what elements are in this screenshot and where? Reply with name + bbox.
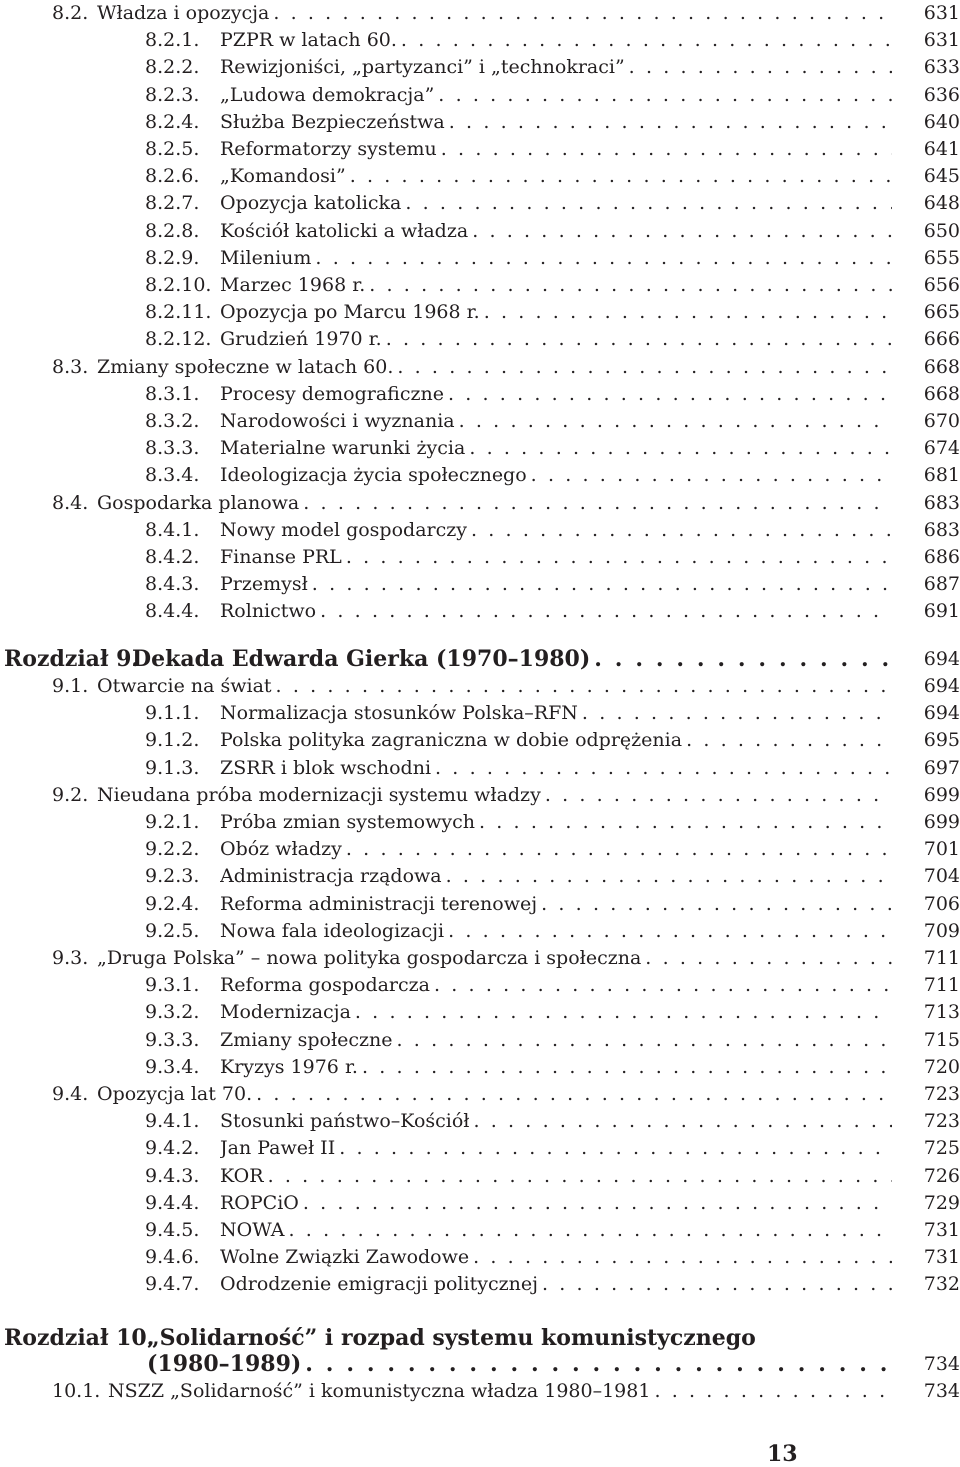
- toc-entry-page: 720: [923, 1056, 960, 1078]
- toc-entry-title: Zmiany społeczne w latach 60. . . .: [97, 354, 892, 381]
- toc-entry-page: 633: [923, 56, 960, 78]
- toc-entry-title: Reforma gospodarcza . . .: [220, 972, 892, 999]
- toc-entry-title: (1980–1989) . . .: [147, 1351, 892, 1378]
- toc-entry-title: Kościół katolicki a władza . . .: [220, 218, 892, 245]
- toc-entry: [0, 1190, 960, 1217]
- toc-entry-title: Służba Bezpieczeństwa . . .: [220, 109, 892, 136]
- toc-entry-number: 8.4.4.: [145, 600, 200, 622]
- toc-entry-page: 732: [923, 1273, 960, 1295]
- toc-entry-title: ZSRR i blok wschodni . . .: [220, 755, 892, 782]
- toc-entry: [0, 809, 960, 836]
- toc-entry-title: Polska polityka zagraniczna w dobie odprężenia . . .: [220, 727, 892, 754]
- toc-entry-title: Normalizacja stosunków Polska–RFN . . .: [220, 700, 892, 727]
- toc-entry-page: 731: [923, 1246, 960, 1268]
- toc-entry-page: 699: [923, 811, 960, 833]
- toc-entry-number: 8.4.1.: [145, 519, 200, 541]
- toc-entry: [0, 27, 960, 54]
- toc-entry: [0, 0, 960, 27]
- toc-entry-title: Opozycja po Marcu 1968 r. . . .: [220, 299, 892, 326]
- toc-entry: [0, 1027, 960, 1054]
- toc-entry-number: Rozdział 9.: [4, 646, 140, 672]
- toc-entry-number: 8.2.1.: [145, 29, 200, 51]
- toc-entry-title: „Ludowa demokracja” . . .: [220, 82, 892, 109]
- toc-entry-title: Rewizjoniści, „partyzanci” i „technokraci” . . .: [220, 54, 892, 81]
- toc-entry: [0, 490, 960, 517]
- toc-entry-title: Milenium . . .: [220, 245, 892, 272]
- toc-entry-title: Marzec 1968 r. . . .: [220, 272, 892, 299]
- toc-entry-page: 711: [923, 947, 960, 969]
- toc-entry-title: Próba zmian systemowych . . .: [220, 809, 892, 836]
- toc-entry: [0, 218, 960, 245]
- toc-entry-title: Przemysł . . .: [220, 571, 892, 598]
- toc-entry-page: 691: [923, 600, 960, 622]
- chapter-10-heading: [4, 1324, 756, 1352]
- toc-entry-title: „Druga Polska” – nowa polityka gospodarcza i społeczna . . .: [97, 945, 892, 972]
- toc-entry: [0, 245, 960, 272]
- toc-entry-page: 723: [923, 1083, 960, 1105]
- toc-entry: [0, 1135, 960, 1162]
- toc-entry: [0, 82, 960, 109]
- toc-entry-page: 655: [923, 247, 960, 269]
- toc-entry: [0, 571, 960, 598]
- toc-entry-title: Finanse PRL . . .: [220, 544, 892, 571]
- toc-entry: [0, 836, 960, 863]
- toc-entry-number: 9.3.1.: [145, 974, 200, 996]
- toc-entry: [0, 891, 960, 918]
- chapter-10-number: Rozdział 10.: [4, 1325, 155, 1351]
- toc-entry-title: Narodowości i wyznania . . .: [220, 408, 892, 435]
- toc-entry-number: 9.4.3.: [145, 1165, 200, 1187]
- toc-entry-page: 734: [923, 1380, 960, 1402]
- toc-entry-page: 694: [923, 702, 960, 724]
- toc-entry-number: 8.2.2.: [145, 56, 200, 78]
- toc-entry-title: Ideologizacja życia społecznego . . .: [220, 462, 892, 489]
- toc-entry-page: 665: [923, 301, 960, 323]
- toc-entry: [0, 863, 960, 890]
- toc-entry-title: Materialne warunki życia . . .: [220, 435, 892, 462]
- toc-entry-page: 711: [923, 974, 960, 996]
- toc-entry-page: 726: [923, 1165, 960, 1187]
- toc-entry-title: Odrodzenie emigracji politycznej . . .: [220, 1271, 892, 1298]
- page-number: 13: [767, 1441, 798, 1467]
- toc-entry-page: 694: [923, 675, 960, 697]
- toc-entry-number: 8.4.: [52, 492, 89, 514]
- toc-entry-page: 715: [923, 1029, 960, 1051]
- toc-entry-number: 9.1.: [52, 675, 89, 697]
- toc-entry-page: 648: [923, 192, 960, 214]
- toc-entry-page: 709: [923, 920, 960, 942]
- toc-entry: [0, 109, 960, 136]
- toc-entry: [0, 945, 960, 972]
- toc-entry-page: 631: [923, 2, 960, 24]
- toc-entry-page: 666: [923, 328, 960, 350]
- toc-entry-page: 631: [923, 29, 960, 51]
- toc-entry-number: 9.4.6.: [145, 1246, 200, 1268]
- toc-entry: [0, 54, 960, 81]
- toc-entry-number: 9.2.1.: [145, 811, 200, 833]
- toc-entry-title: Stosunki państwo–Kościół . . .: [220, 1108, 892, 1135]
- toc-entry-page: 704: [923, 865, 960, 887]
- toc-entry: [0, 326, 960, 353]
- toc-entry: [0, 755, 960, 782]
- toc-entry-number: 8.2.9.: [145, 247, 200, 269]
- toc-entry-number: 9.1.3.: [145, 757, 200, 779]
- toc-entry-title: Modernizacja . . .: [220, 999, 892, 1026]
- toc-entry: [0, 1081, 960, 1108]
- toc-entry-number: 8.2.: [52, 2, 89, 24]
- toc-entry-number: 8.2.5.: [145, 138, 200, 160]
- toc-entry-number: 9.3.3.: [145, 1029, 200, 1051]
- toc-entry-number: 8.3.3.: [145, 437, 200, 459]
- toc-entry-page: 670: [923, 410, 960, 432]
- toc-entry-title: KOR . . .: [220, 1163, 892, 1190]
- toc-entry-number: 8.3.: [52, 356, 89, 378]
- toc-entry-number: 9.4.4.: [145, 1192, 200, 1214]
- toc-entry-page: 656: [923, 274, 960, 296]
- toc-entry-title: Administracja rządowa . . .: [220, 863, 892, 890]
- toc-entry: [0, 918, 960, 945]
- toc-entry-title: Nieudana próba modernizacji systemu władzy . . .: [97, 782, 892, 809]
- toc-entry-title: Jan Paweł II . . .: [220, 1135, 892, 1162]
- toc-entry-number: 8.2.8.: [145, 220, 200, 242]
- toc-entry-page: 701: [923, 838, 960, 860]
- toc-entry-number: 9.2.2.: [145, 838, 200, 860]
- toc-entry: [0, 646, 960, 673]
- toc-entry-page: 725: [923, 1137, 960, 1159]
- toc-entry-title: ROPCiO . . .: [220, 1190, 892, 1217]
- toc-entry-title: NOWA . . .: [220, 1217, 892, 1244]
- toc-entry: [0, 272, 960, 299]
- toc-entry: [0, 299, 960, 326]
- toc-entry-page: 729: [923, 1192, 960, 1214]
- toc-entry: [0, 1108, 960, 1135]
- toc-entry-title: Otwarcie na świat . . .: [97, 673, 892, 700]
- toc-entry-page: 706: [923, 893, 960, 915]
- toc-entry-number: 8.2.3.: [145, 84, 200, 106]
- toc-entry-number: 9.2.: [52, 784, 89, 806]
- toc-entry-number: 8.4.3.: [145, 573, 200, 595]
- toc-entry-page: 636: [923, 84, 960, 106]
- toc-entry: [0, 673, 960, 700]
- toc-entry-number: 9.3.4.: [145, 1056, 200, 1078]
- toc-entry-title: Reforma administracji terenowej . . .: [220, 891, 892, 918]
- toc-entry: [0, 999, 960, 1026]
- toc-entry-title: Kryzys 1976 r. . . .: [220, 1054, 892, 1081]
- toc-entry-page: 723: [923, 1110, 960, 1132]
- toc-entry-number: 8.3.2.: [145, 410, 200, 432]
- toc-entry-number: 9.2.4.: [145, 893, 200, 915]
- toc-entry-title: Wolne Związki Zawodowe . . .: [220, 1244, 892, 1271]
- chapter-10-title: „Solidarność” i rozpad systemu komunistycznego: [147, 1325, 756, 1351]
- toc-entry-page: 699: [923, 784, 960, 806]
- toc-entry-number: 9.2.5.: [145, 920, 200, 942]
- toc-entry-title: Grudzień 1970 r. . . .: [220, 326, 892, 353]
- toc-entry-number: 8.2.10.: [145, 274, 212, 296]
- toc-entry: [0, 727, 960, 754]
- toc-entry-number: 9.3.: [52, 947, 89, 969]
- toc-entry-number: 8.3.4.: [145, 464, 200, 486]
- toc-entry-title: PZPR w latach 60. . . .: [220, 27, 892, 54]
- toc-entry-page: 668: [923, 383, 960, 405]
- toc-entry-title: Władza i opozycja . . .: [97, 0, 892, 27]
- toc-entry-number: 9.1.1.: [145, 702, 200, 724]
- toc-entry-page: 641: [923, 138, 960, 160]
- toc-entry-number: 9.4.: [52, 1083, 89, 1105]
- toc-entry-page: 686: [923, 546, 960, 568]
- toc-entry-title: Opozycja katolicka . . .: [220, 190, 892, 217]
- toc-entry-title: Nowa fala ideologizacji . . .: [220, 918, 892, 945]
- toc-entry: [0, 190, 960, 217]
- toc-entry: [0, 163, 960, 190]
- toc-entry-page: 645: [923, 165, 960, 187]
- toc-entry-page: 668: [923, 356, 960, 378]
- toc-entry-number: 9.4.2.: [145, 1137, 200, 1159]
- toc-entry: [0, 462, 960, 489]
- toc-entry-title: NSZZ „Solidarność” i komunistyczna władza 1980–1981 . . .: [108, 1378, 892, 1405]
- toc-entry: [0, 972, 960, 999]
- toc-entry-title: Obóz władzy . . .: [220, 836, 892, 863]
- toc-entry-number: 8.4.2.: [145, 546, 200, 568]
- toc-entry-number: 9.2.3.: [145, 865, 200, 887]
- toc-entry-number: 9.4.1.: [145, 1110, 200, 1132]
- toc-entry: [0, 1244, 960, 1271]
- toc-entry: [0, 1163, 960, 1190]
- toc-entry: [0, 136, 960, 163]
- toc-entry-number: 8.2.7.: [145, 192, 200, 214]
- toc-entry-number: 8.3.1.: [145, 383, 200, 405]
- toc-entry-number: 10.1.: [52, 1380, 101, 1402]
- toc-entry-number: 8.2.4.: [145, 111, 200, 133]
- toc-entry: [0, 598, 960, 625]
- toc-entry-page: 681: [923, 464, 960, 486]
- toc-entry-page: 731: [923, 1219, 960, 1241]
- toc-entry-title: Opozycja lat 70. . . .: [97, 1081, 892, 1108]
- toc-entry: [0, 1271, 960, 1298]
- toc-entry-page: 683: [923, 519, 960, 541]
- toc-entry-title: „Komandosi” . . .: [220, 163, 892, 190]
- toc-entry-page: 694: [923, 648, 960, 670]
- toc-entry-page: 687: [923, 573, 960, 595]
- toc-entry: [0, 782, 960, 809]
- toc-entry: [0, 354, 960, 381]
- toc-entry-number: 8.2.6.: [145, 165, 200, 187]
- toc-entry-number: 8.2.12.: [145, 328, 212, 350]
- toc-entry: [0, 517, 960, 544]
- toc-entry: [0, 1378, 960, 1405]
- toc-entry: [0, 700, 960, 727]
- toc-entry-title: Gospodarka planowa . . .: [97, 490, 892, 517]
- toc-entry-title: Dekada Edwarda Gierka (1970–1980) . . .: [132, 646, 892, 673]
- toc-entry-number: 9.4.7.: [145, 1273, 200, 1295]
- toc-entry-title: Procesy demograficzne . . .: [220, 381, 892, 408]
- toc-entry-page: 695: [923, 729, 960, 751]
- toc-entry-page: 713: [923, 1001, 960, 1023]
- toc-entry-page: 640: [923, 111, 960, 133]
- toc-entry-title: Zmiany społeczne . . .: [220, 1027, 892, 1054]
- toc-entry: [0, 1351, 960, 1378]
- toc-entry: [0, 381, 960, 408]
- toc-entry: [0, 408, 960, 435]
- toc-entry-title: Nowy model gospodarczy . . .: [220, 517, 892, 544]
- toc-entry-page: 650: [923, 220, 960, 242]
- toc-entry-number: 9.1.2.: [145, 729, 200, 751]
- toc-entry-title: Rolnictwo . . .: [220, 598, 892, 625]
- toc-entry-page: 683: [923, 492, 960, 514]
- toc-entry: [0, 435, 960, 462]
- toc-entry: [0, 1217, 960, 1244]
- toc-entry: [0, 544, 960, 571]
- toc-entry-number: 9.4.5.: [145, 1219, 200, 1241]
- toc-entry-page: 734: [923, 1353, 960, 1375]
- toc-entry-page: 674: [923, 437, 960, 459]
- toc-entry-number: 9.3.2.: [145, 1001, 200, 1023]
- toc-entry-page: 697: [923, 757, 960, 779]
- toc-entry-title: Reformatorzy systemu . . .: [220, 136, 892, 163]
- toc-entry-number: 8.2.11.: [145, 301, 212, 323]
- toc-entry: [0, 1054, 960, 1081]
